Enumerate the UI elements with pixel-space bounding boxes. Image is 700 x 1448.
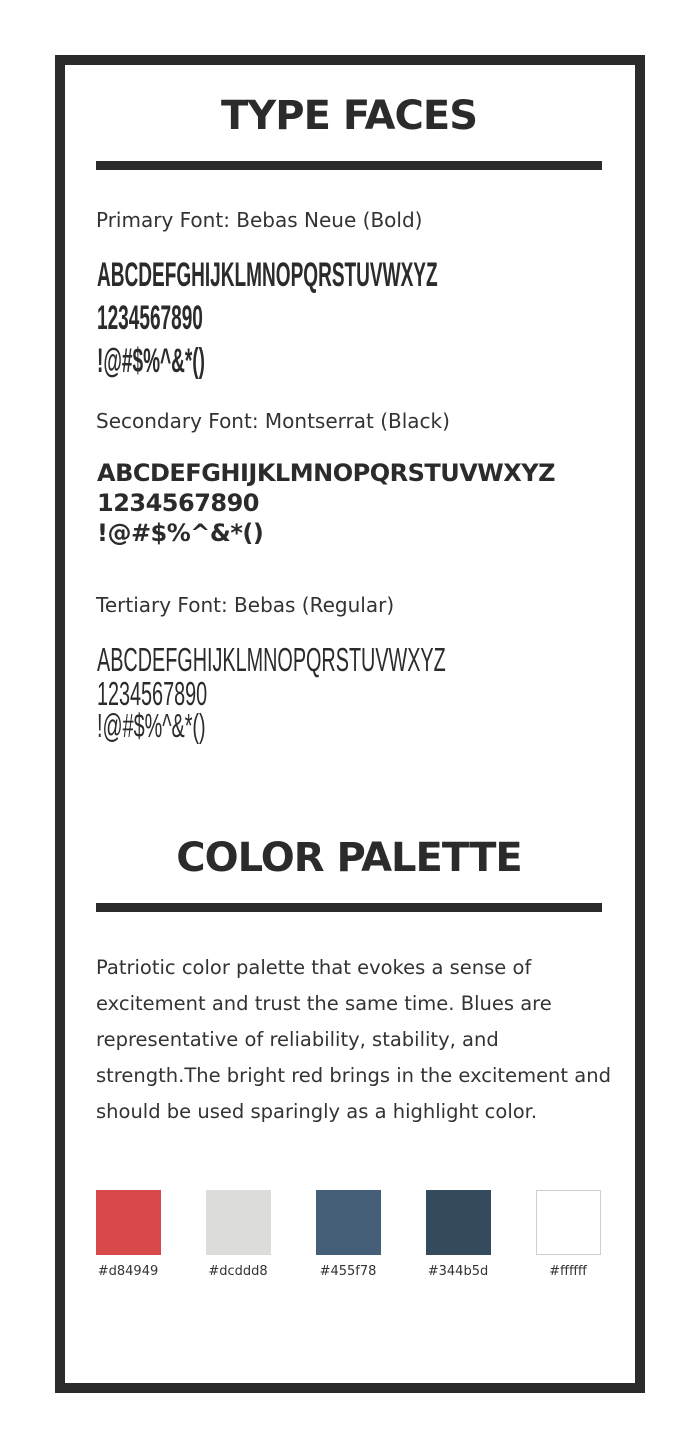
swatch-steel-blue-hex: #455f78 <box>319 1264 377 1279</box>
tertiary-font-numbers: 1234567890 <box>97 675 208 712</box>
tertiary-font-symbols: !@#$%^&*() <box>97 707 206 744</box>
swatch-red-hex: #d84949 <box>97 1264 159 1279</box>
swatch-steel-blue <box>316 1190 381 1255</box>
secondary-font-symbols: !@#$%^&*() <box>97 519 264 547</box>
secondary-font-numbers: 1234567890 <box>97 489 259 517</box>
swatch-white-hex: #ffffff <box>549 1264 587 1279</box>
primary-font-numbers: 1234567890 <box>97 299 203 337</box>
primary-font-alphabet: ABCDEFGHIJKLMNOPQRSTUVWXYZ <box>97 256 438 294</box>
swatch-navy-hex: #344b5d <box>427 1264 489 1279</box>
swatch-light-gray-hex: #dcddd8 <box>208 1264 268 1279</box>
palette-description: Patriotic color palette that evokes a sense of excitement and trust the same time. Blues are representative of reliability, stability, and strength.The bright red brings in the excitement and should be used sparingly as a highlight color. <box>96 956 611 1123</box>
primary-font-symbols: !@#$%^&*() <box>97 342 205 380</box>
secondary-font-alphabet: ABCDEFGHIJKLMNOPQRSTUVWXYZ <box>97 459 556 487</box>
palette-title: COLOR PALETTE <box>176 835 522 881</box>
swatch-navy <box>426 1190 491 1255</box>
typefaces-divider <box>96 161 602 170</box>
swatch-white <box>536 1190 601 1255</box>
palette-divider <box>96 903 602 912</box>
tertiary-font-label: Tertiary Font: Bebas (Regular) <box>96 593 395 617</box>
typefaces-title: TYPE FACES <box>221 93 477 139</box>
swatch-light-gray <box>206 1190 271 1255</box>
primary-font-label: Primary Font: Bebas Neue (Bold) <box>96 208 423 232</box>
secondary-font-label: Secondary Font: Montserrat (Black) <box>96 409 450 433</box>
swatch-red <box>96 1190 161 1255</box>
tertiary-font-alphabet: ABCDEFGHIJKLMNOPQRSTUVWXYZ <box>97 641 446 678</box>
